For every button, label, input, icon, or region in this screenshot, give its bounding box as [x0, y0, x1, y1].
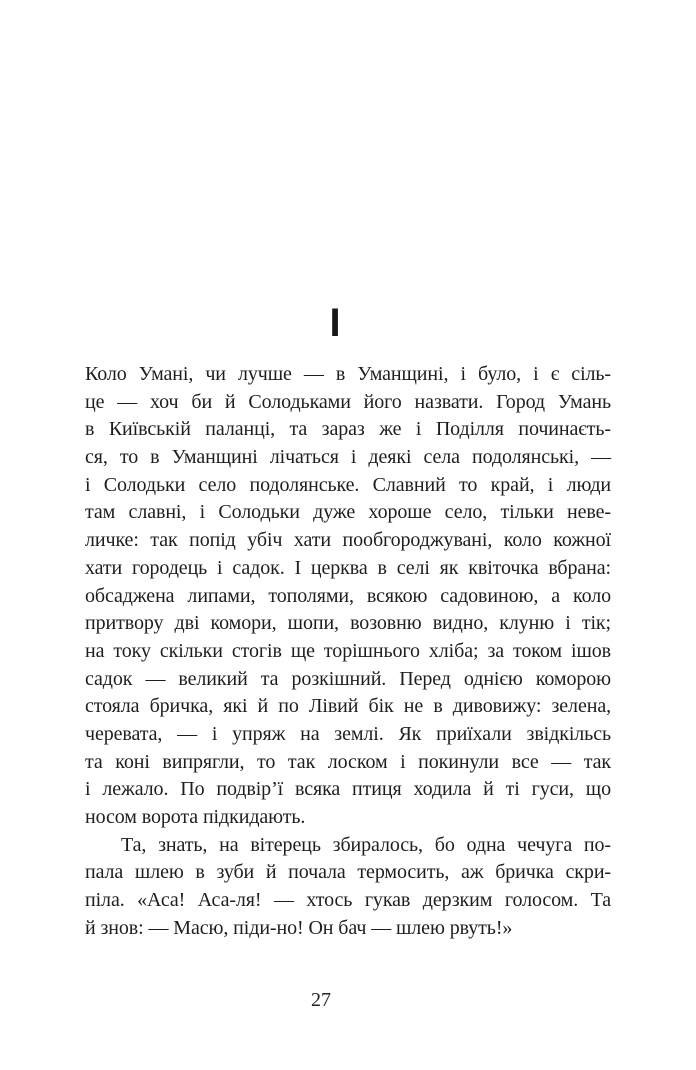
chapter-heading: І [329, 301, 341, 345]
text-line: личке: так попід убіч хати пообгороджувані, коло кожної [85, 529, 611, 552]
text-line: Та, знать, на вітерець збиралось, бо одна чечуга по- [121, 833, 611, 856]
text-line: обсаджена липами, тополями, всякою садовиною, а коло [85, 584, 611, 607]
text-line: й знов: — Масю, піди-но! Он бач — шлею рвуть!» [85, 916, 513, 939]
text-line: пала шлею в зуби й почала термосить, аж бричка скри- [85, 861, 611, 884]
text-line: там славні, і Солодьки дуже хороше село, тільки неве- [85, 501, 611, 524]
text-line: на току скільки стогів ще торішнього хліба; за током ішов [85, 639, 611, 662]
page-number: 27 [311, 989, 331, 1011]
text-line: та коні випрягли, то так лоском і покинули все — так [85, 750, 611, 773]
text-line: стояла бричка, які й по Лівий бік не в дивовижу: зелена, [85, 695, 611, 718]
text-line: притвору дві комори, шопи, возовню видно, клуню і тік; [85, 612, 611, 635]
text-line: це — хоч би й Солодьками його назвати. Город Умань [85, 390, 611, 413]
text-line: садок — великий та розкішний. Перед однією коморою [85, 667, 611, 690]
text-line: і Солодьки село подолянське. Славний то край, і люди [85, 473, 611, 496]
text-line: і лежало. По подвір’ї всяка птиця ходила й ті гуси, що [85, 778, 611, 801]
text-line: носом ворота підкидають. [85, 806, 306, 828]
text-line: піла. «Аса! Аса-ля! — хтось гукав дерзким голосом. Та [85, 889, 611, 912]
text-line: хати городець і садок. І церква в селі як квіточка вбрана: [85, 556, 611, 579]
text-line: черевата, — і упряж на землі. Як приїхали звідкільсь [85, 722, 611, 745]
text-line: в Київській паланці, та зараз же і Поділля починаєть- [85, 418, 611, 441]
text-line: Коло Умані, чи лучше — в Уманщині, і було, і є сіль- [85, 363, 611, 385]
text-line: ся, то в Уманщині лічаться і деякі села подолянські, — [85, 446, 611, 469]
text-block [85, 361, 611, 942]
